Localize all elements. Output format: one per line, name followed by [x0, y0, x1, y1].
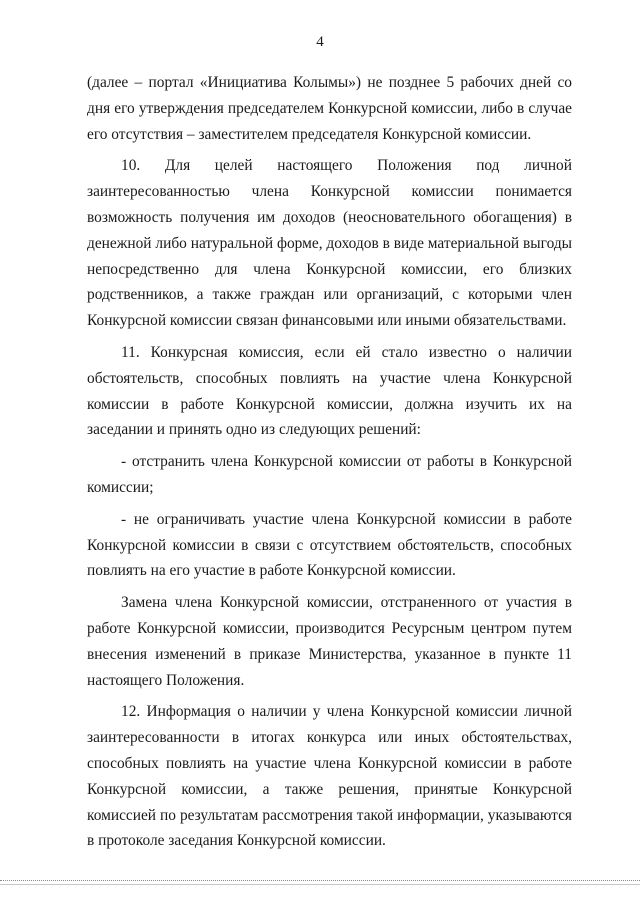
paragraph-11: 11. Конкурсная комиссия, если ей стало известно о наличии обстоятельств, способных повлиять на участие члена Конкурсной комиссии в работе Конкурсной комиссии, должна изучить их на заседании и принять одно из следующих решений:	[87, 343, 572, 439]
paragraph-replacement: Замена члена Конкурсной комиссии, отстраненного от участия в работе Конкурсной комиссии, производится Ресурсным центром путем внесения изменений в приказе Министерства, указанное в пункте 11 настоящего Положения.	[87, 594, 572, 689]
paragraph-10: 10. Для целей настоящего Положения под личной заинтересованностью члена Конкурсной комиссии понимается возможность получения им доходов (неосновательного обогащения) в денежной либо натуральной форме, доходов в виде материальной выгоды непосредственно для члена Конкурсной комиссии, его близких родственников, а также граждан или организаций, с которыми член Конкурсной комиссии связан финансовыми или иными обязательствами.	[87, 157, 572, 330]
document-body	[87, 70, 572, 854]
paragraph-continuation: (далее – портал «Инициатива Колымы») не позднее 5 рабочих дней со дня его утверждения председателем Конкурсной комиссии, либо в случае его отсутствия – заместителем председателя Конкурсной комиссии.	[87, 74, 572, 143]
paragraph-12: 12. Информация о наличии у члена Конкурсной комиссии личной заинтересованности в итогах конкурса или иных обстоятельствах, способных повлиять на участие члена Конкурсной комиссии в работе Конкурсной комиссии, а также решения, принятые Конкурсной комиссией по результатам рассмотрения такой информации, указываются в протоколе заседания Конкурсной комиссии.	[87, 703, 572, 850]
list-item-keep-member: - не ограничивать участие члена Конкурсной комиссии в работе Конкурсной комиссии в связи с отсутствием обстоятельств, способных повлиять на его участие в работе Конкурсной комиссии.	[87, 510, 572, 580]
scan-edge-shadow	[0, 884, 640, 885]
list-item-remove-member: - отстранить члена Конкурсной комиссии от работы в Конкурсной комиссии;	[87, 453, 572, 496]
page-number: 4	[316, 34, 324, 50]
scan-edge-line	[0, 880, 640, 882]
